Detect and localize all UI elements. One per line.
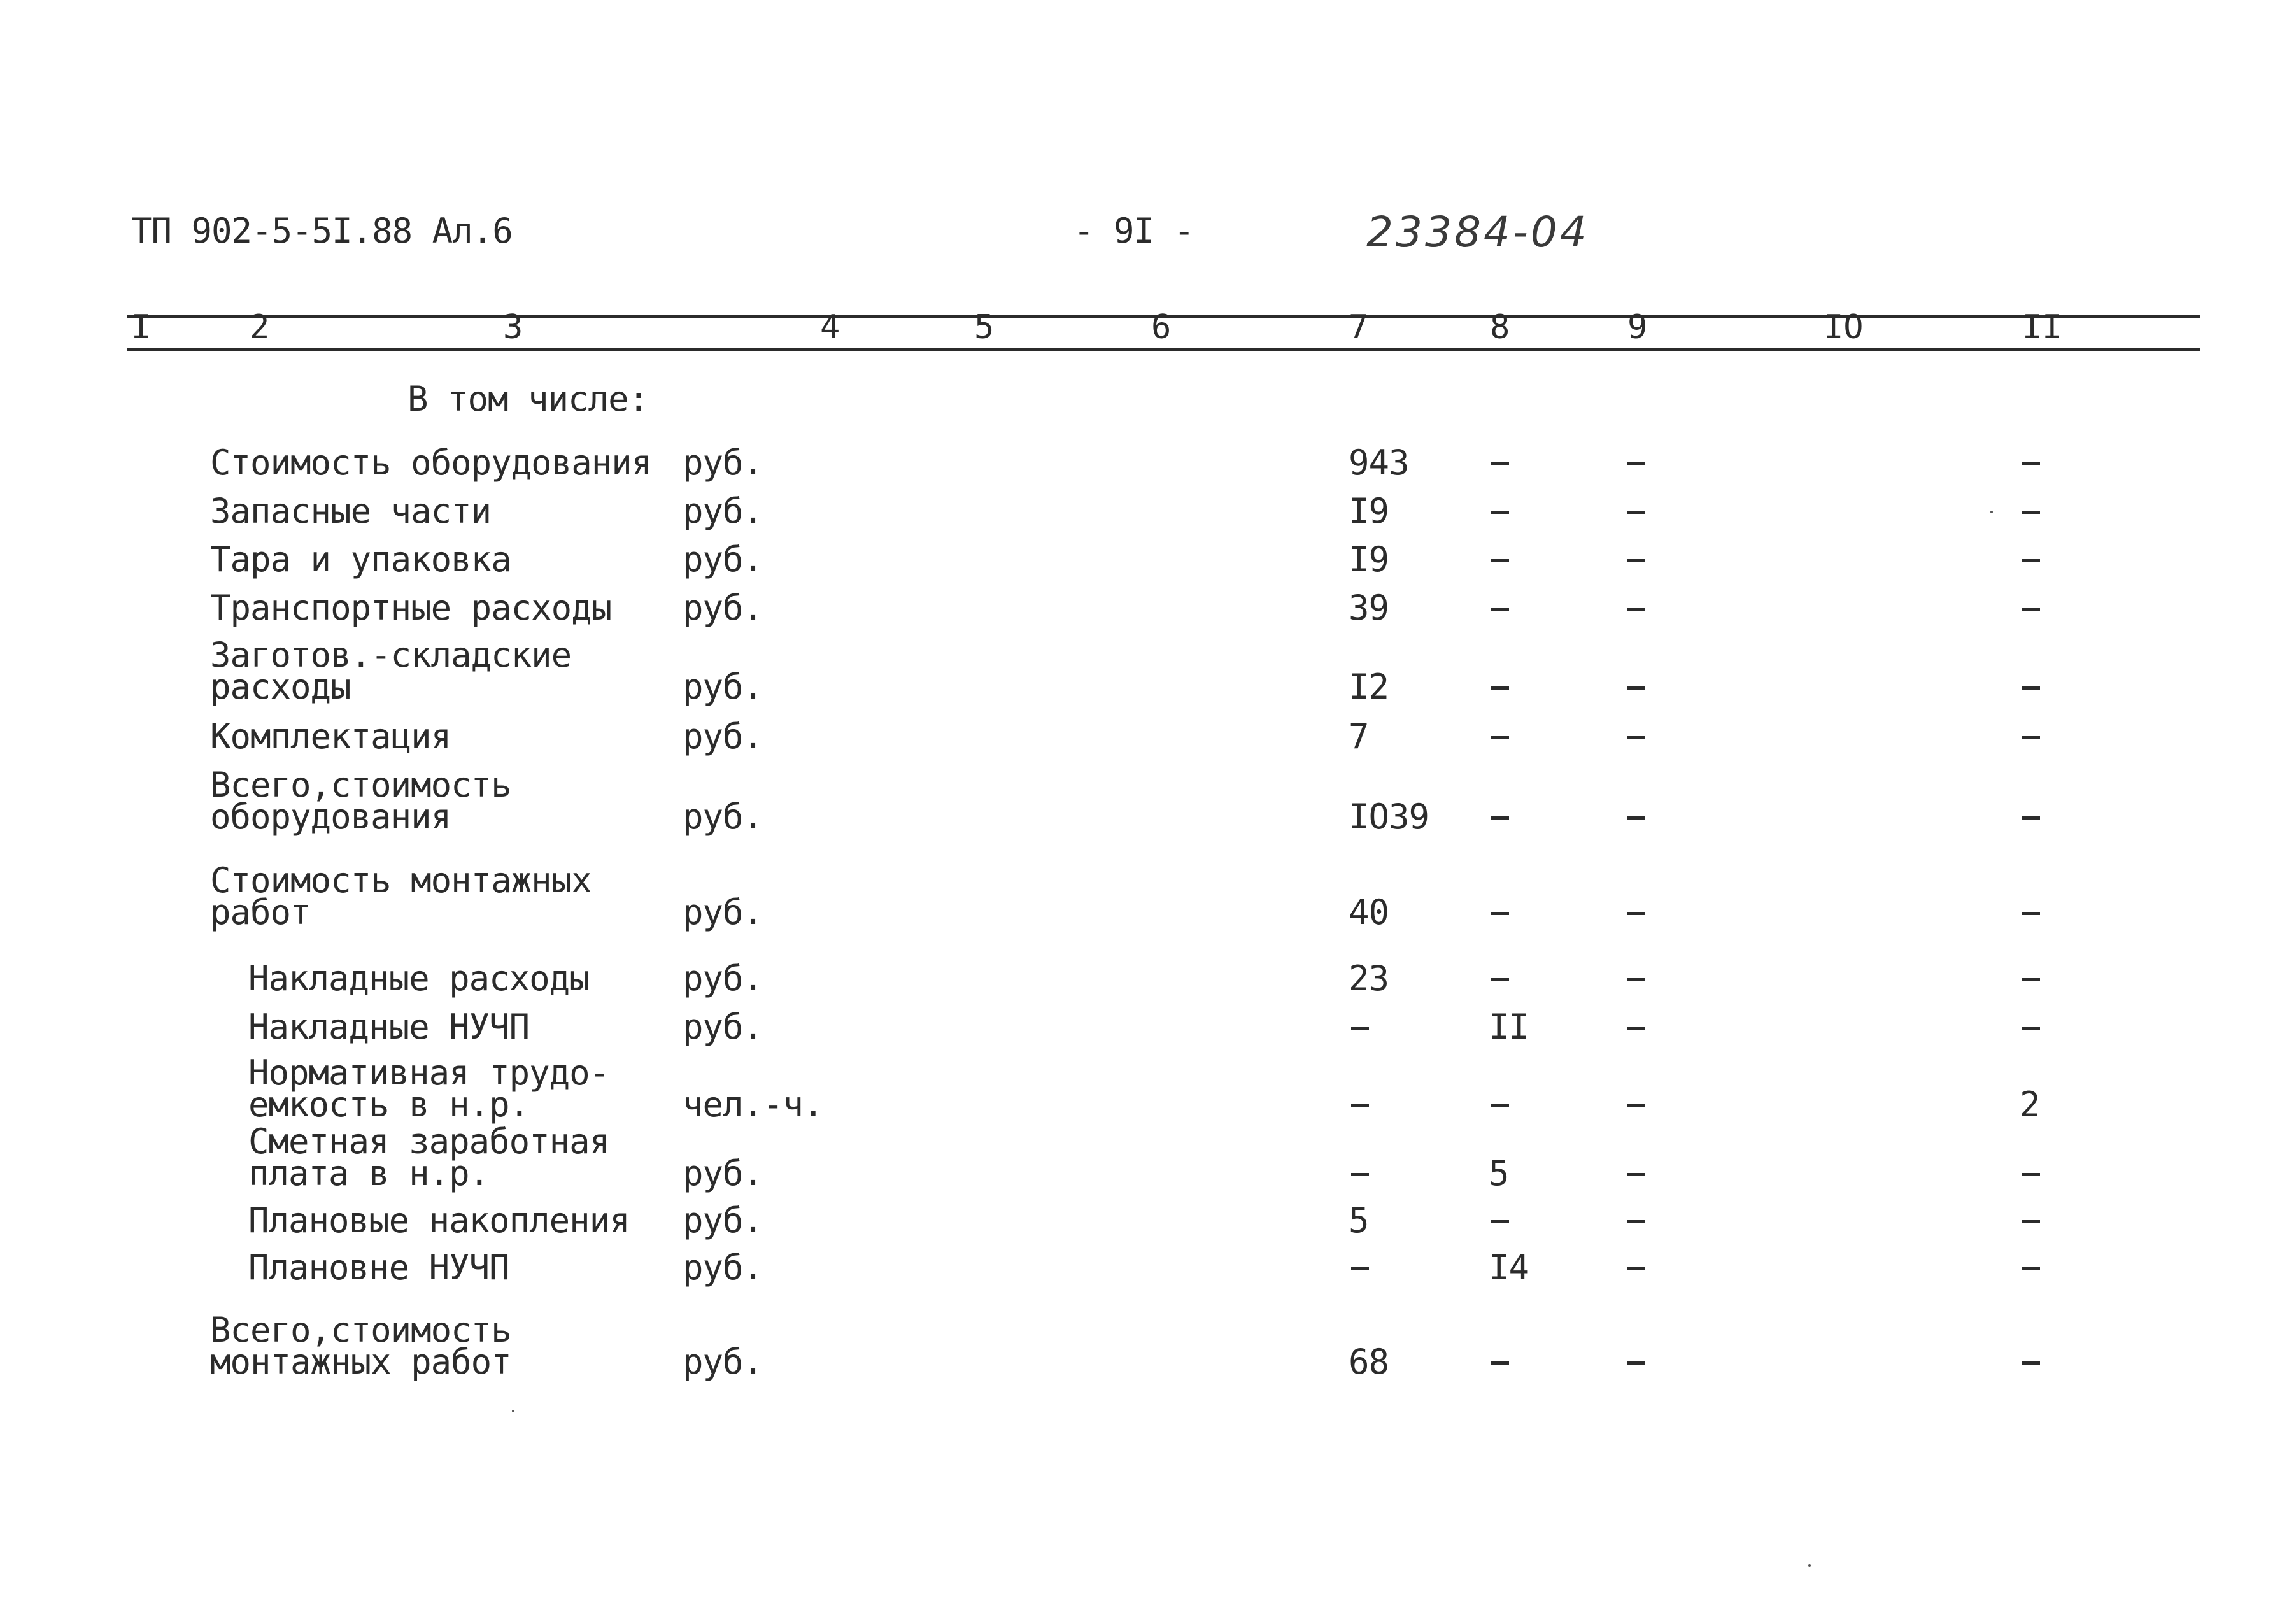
cell-c9-dash (1625, 494, 1645, 529)
row-label: Сметная заработная (248, 1121, 610, 1162)
row-unit: руб. (683, 667, 763, 707)
cell-c7-dash (1349, 1156, 1369, 1191)
cell-c11-dash (2020, 1010, 2040, 1044)
column-number-10: IO (1824, 308, 1864, 346)
cell-c9-dash (1625, 1204, 1645, 1238)
cell-c11-dash (2020, 494, 2040, 529)
row-label: Стоимость оборудования (210, 443, 652, 483)
column-number-7: 7 (1349, 308, 1369, 346)
row-label: Стоимость монтажных (210, 860, 592, 900)
cell-c9-dash (1625, 543, 1645, 577)
column-number-4: 4 (820, 308, 840, 346)
row-label: Всего,стоимость (210, 765, 511, 805)
cell-c11-dash (2020, 962, 2040, 996)
cell-c11-dash (2020, 800, 2040, 834)
row-unit: руб. (683, 892, 763, 932)
archive-number: 23384-04 (1366, 208, 1589, 257)
cell-c9-dash (1625, 1251, 1645, 1285)
cell-c8-dash (1489, 543, 1509, 577)
column-number-6: 6 (1151, 308, 1172, 346)
section-title: В том числе: (407, 379, 649, 419)
cell-c11-dash (2020, 1345, 2040, 1379)
cell-c8-dash (1489, 720, 1509, 754)
cell-c8-dash (1489, 1345, 1509, 1379)
cell-c7-value: 7 (1349, 716, 1369, 757)
cell-c11-dash (2020, 1251, 2040, 1285)
cell-c8-dash (1489, 1204, 1509, 1238)
table-header-rule (127, 348, 2200, 351)
row-unit: руб. (683, 797, 763, 837)
row-label: Заготов.-складские (210, 635, 572, 675)
cell-c8-dash (1489, 1088, 1509, 1122)
cell-c8-dash (1489, 895, 1509, 930)
cell-c7-value: 68 (1349, 1342, 1389, 1382)
cell-c8-dash (1489, 800, 1509, 834)
cell-c9-dash (1625, 1088, 1645, 1122)
cell-c9-dash (1625, 591, 1645, 625)
cell-c8-value: I4 (1489, 1247, 1529, 1288)
cell-c11-dash (2020, 591, 2040, 625)
row-label: плата в н.р. (248, 1153, 490, 1193)
column-number-9: 9 (1627, 308, 1648, 346)
row-label: Комплектация (210, 716, 451, 757)
column-number-11: II (2022, 308, 2062, 346)
row-unit: чел.-ч. (683, 1084, 823, 1125)
row-unit: руб. (683, 1153, 763, 1193)
cell-c9-dash (1625, 720, 1645, 754)
row-label: расходы (210, 667, 351, 707)
cell-c9-dash (1625, 800, 1645, 834)
cell-c11-dash (2020, 720, 2040, 754)
scan-speck (512, 1410, 514, 1412)
document-code: ТП 902-5-5I.88 Ал.6 (131, 211, 513, 251)
row-unit: руб. (683, 1247, 763, 1288)
row-unit: руб. (683, 958, 763, 998)
cell-c7-value: 23 (1349, 958, 1389, 998)
row-unit: руб. (683, 588, 763, 628)
cell-c9-dash (1625, 895, 1645, 930)
cell-c8-dash (1489, 591, 1509, 625)
page-number: - 9I - (1074, 211, 1194, 251)
cell-c9-dash (1625, 670, 1645, 704)
column-number-2: 2 (250, 308, 270, 346)
scan-speck (1808, 1564, 1811, 1567)
row-label: Транспортные расходы (210, 588, 612, 628)
row-label: монтажных работ (210, 1342, 511, 1382)
row-label: Накладные расходы (248, 958, 590, 998)
cell-c11-value: 2 (2020, 1084, 2040, 1125)
row-label: Накладные НУЧП (248, 1007, 530, 1047)
cell-c9-dash (1625, 1156, 1645, 1191)
cell-c7-value: IO39 (1349, 797, 1429, 837)
cell-c7-value: 5 (1349, 1200, 1369, 1240)
row-label: Плановые накопления (248, 1200, 630, 1240)
cell-c11-dash (2020, 1204, 2040, 1238)
row-label: емкость в н.р. (248, 1084, 530, 1125)
cell-c7-dash (1349, 1088, 1369, 1122)
cell-c11-dash (2020, 670, 2040, 704)
row-label: оборудования (210, 797, 451, 837)
row-label: работ (210, 892, 311, 932)
cell-c11-dash (2020, 446, 2040, 480)
row-label: Тара и упаковка (210, 539, 511, 579)
column-number-8: 8 (1490, 308, 1510, 346)
cell-c7-dash (1349, 1251, 1369, 1285)
row-unit: руб. (683, 491, 763, 531)
cell-c8-dash (1489, 962, 1509, 996)
cell-c7-value: 943 (1349, 443, 1409, 483)
cell-c8-dash (1489, 670, 1509, 704)
row-unit: руб. (683, 1342, 763, 1382)
cell-c8-dash (1489, 446, 1509, 480)
cell-c8-value: II (1489, 1007, 1529, 1047)
column-number-1: I (131, 308, 152, 346)
column-number-3: 3 (503, 308, 523, 346)
cell-c7-value: I2 (1349, 667, 1389, 707)
cell-c7-value: I9 (1349, 491, 1389, 531)
scan-speck (1990, 511, 1993, 513)
cell-c9-dash (1625, 1345, 1645, 1379)
cell-c9-dash (1625, 446, 1645, 480)
cell-c7-dash (1349, 1010, 1369, 1044)
row-label: Запасные части (210, 491, 492, 531)
row-unit: руб. (683, 443, 763, 483)
cell-c11-dash (2020, 895, 2040, 930)
cell-c11-dash (2020, 543, 2040, 577)
cell-c11-dash (2020, 1156, 2040, 1191)
cell-c8-dash (1489, 494, 1509, 529)
row-label: Плановне НУЧП (248, 1247, 509, 1288)
row-label: Нормативная трудо- (248, 1053, 610, 1093)
cell-c9-dash (1625, 962, 1645, 996)
cell-c7-value: 39 (1349, 588, 1389, 628)
row-unit: руб. (683, 1200, 763, 1240)
column-number-5: 5 (974, 308, 995, 346)
cell-c9-dash (1625, 1010, 1645, 1044)
row-unit: руб. (683, 716, 763, 757)
row-unit: руб. (683, 539, 763, 579)
cell-c7-value: 40 (1349, 892, 1389, 932)
cell-c7-value: I9 (1349, 539, 1389, 579)
cell-c8-value: 5 (1489, 1153, 1509, 1193)
row-unit: руб. (683, 1007, 763, 1047)
row-label: Всего,стоимость (210, 1310, 511, 1350)
